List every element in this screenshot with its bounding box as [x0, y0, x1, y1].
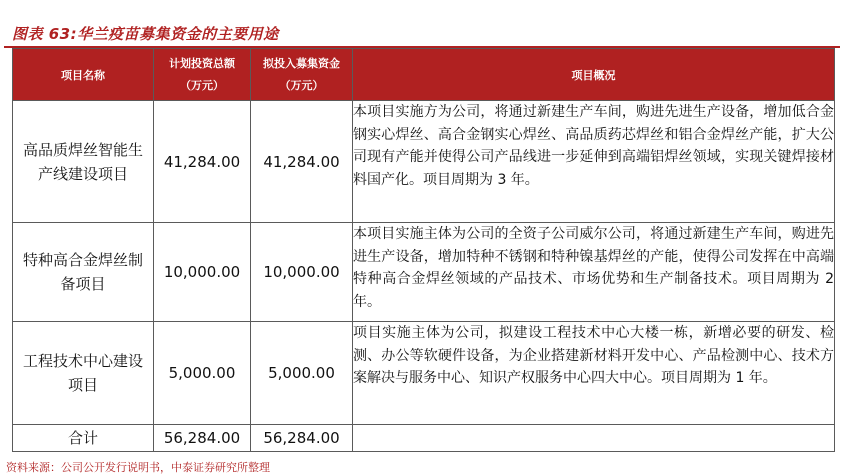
- total-investment-value: 10,000.00: [154, 223, 251, 322]
- project-overview: 本项目实施方为公司，将通过新建生产车间，购进先进生产设备，增加低合金钢实心焊丝、高合金钢实心焊丝、高品质药芯焊丝和铝合金焊丝产能，扩大公司现有产能并使得公司产品线进一步延伸到高端铝焊丝领域，实现关键焊接材料国产化。项目周期为 3 年。: [353, 101, 835, 223]
- table-row: [13, 101, 835, 223]
- table-header-row: [13, 49, 835, 101]
- raised-funds-value: 41,284.00: [251, 101, 353, 223]
- total-investment-sum: 56,284.00: [154, 425, 251, 452]
- project-overview: 本项目实施主体为公司的全资子公司威尔公司，将通过新建生产车间，购进先进生产设备，增加特种不锈钢和特种镍基焊丝的产能，使得公司发挥在中高端特种高合金焊丝领域的产品技术、市场优势和生产制备技术。项目周期为 2 年。: [353, 223, 835, 322]
- total-label: 合计: [13, 425, 154, 452]
- project-name: 工程技术中心建设项目: [13, 322, 154, 425]
- header-total-investment: [154, 49, 251, 101]
- project-overview: 项目实施主体为公司，拟建设工程技术中心大楼一栋，新增必要的研发、检测、办公等软硬件设备，为企业搭建新材料开发中心、产品检测中心、技术方案解决与服务中心、知识产权服务中心四大中心。项目周期为 1 年。: [353, 322, 835, 425]
- header-total-investment-unit: （万元）: [180, 78, 224, 92]
- source-note: 资料来源：公司公开发行说明书，中泰证券研究所整理: [6, 461, 270, 474]
- header-raised-funds-label: 拟投入募集资金: [263, 56, 340, 70]
- total-investment-value: 41,284.00: [154, 101, 251, 223]
- header-total-investment-label: 计划投资总额: [169, 56, 235, 70]
- project-name: 高品质焊丝智能生产线建设项目: [13, 101, 154, 223]
- table-total-row: [13, 425, 835, 452]
- header-overview: 项目概况: [353, 49, 835, 101]
- figure-title-bar: [4, 22, 840, 48]
- raised-funds-sum: 56,284.00: [251, 425, 353, 452]
- figure-title: 图表 63:华兰疫苗募集资金的主要用途: [12, 25, 279, 43]
- total-overview-empty: [353, 425, 835, 452]
- total-investment-value: 5,000.00: [154, 322, 251, 425]
- raised-funds-value: 10,000.00: [251, 223, 353, 322]
- project-name: 特种高合金焊丝制备项目: [13, 223, 154, 322]
- header-project-name: 项目名称: [13, 49, 154, 101]
- header-raised-funds: [251, 49, 353, 101]
- table-row: [13, 322, 835, 425]
- fund-use-table: [12, 48, 835, 452]
- header-raised-funds-unit: （万元）: [279, 78, 324, 92]
- table-row: [13, 223, 835, 322]
- raised-funds-value: 5,000.00: [251, 322, 353, 425]
